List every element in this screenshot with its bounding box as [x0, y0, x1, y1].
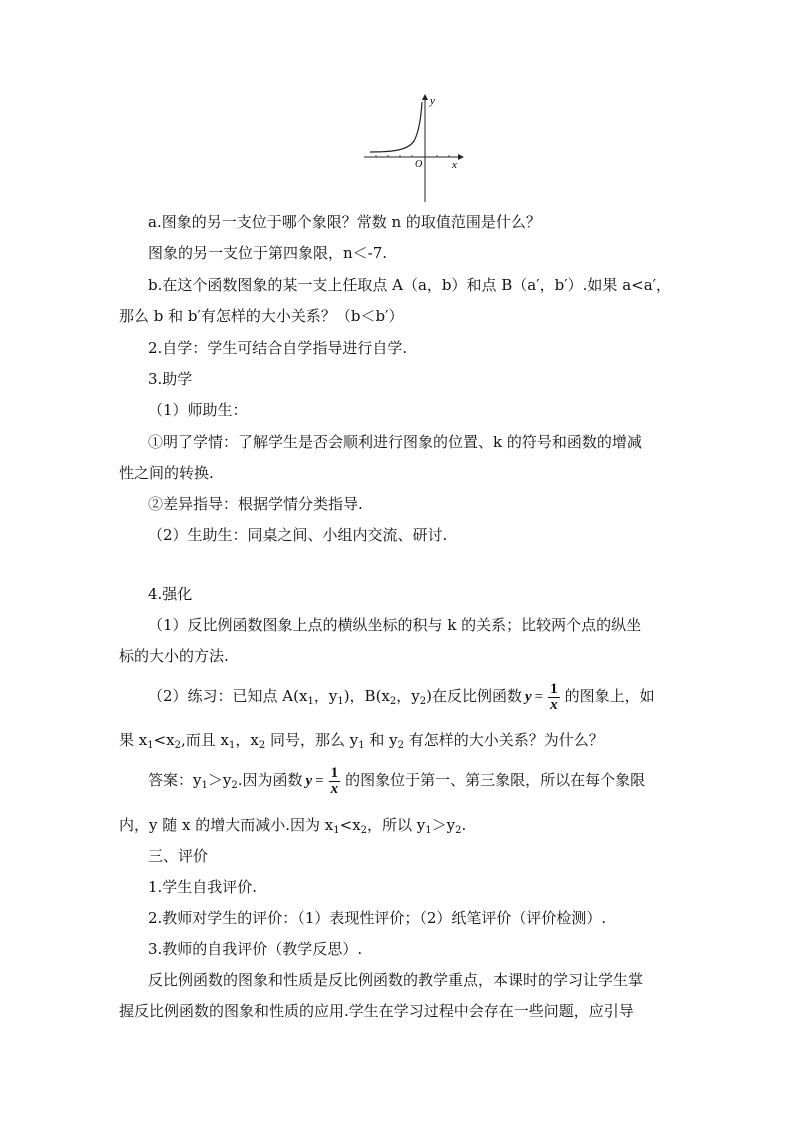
exercise-line1: （2）练习：已知点 $A(x_1$，$y_1$)，$B(x_2$，$y_2$)在反比例函数 y = $\frac{1}{x}$ 的图象上，如 [148, 680, 655, 713]
section-3-heading: 三、评价 [148, 847, 209, 865]
question-b-line2: 那么 b 和 b′有怎样的大小关系？（b＜b′） [119, 307, 404, 325]
origin-label: O [415, 159, 423, 170]
eval-3: 3.教师的自我评价（教学反思）. [148, 940, 363, 958]
hyperbola-graph [364, 94, 464, 202]
formula-inline-2: y = $\frac{1}{x}$ [305, 764, 339, 797]
eval-2: 2.教师对学生的评价：（1）表现性评价；（2）纸笔评价（评价检测）. [148, 909, 607, 927]
eval-1: 1.学生自我评价. [148, 878, 258, 896]
step-2: 2.自学：学生可结合自学指导进行自学. [148, 339, 408, 357]
answer-a: 图象的另一支位于第四象限，n＜-7. [148, 244, 388, 262]
step-3-1: （1）师助生： [148, 401, 248, 419]
step-3-1a-line1: ①明了学情：了解学生是否会顺利进行图象的位置、k 的符号和函数的增减 [148, 433, 642, 451]
exercise-line2: 果 $x_1<x_2$,而且 $x_1$，$x_2$ 同号，那么 $y_1$ 和 $y_2$ 有怎样的大小关系？为什么？ [119, 731, 604, 751]
question-b-line1: b.在这个函数图象的某一支上任取点 A（a，b）和点 B（a′，b′）.如果 a<a′， [148, 276, 672, 294]
step-4-1-line2: 标的大小的方法. [119, 647, 229, 665]
answer-line2: 内，y 随 x 的增大而减小.因为 $x_1<x_2$，所以 $y_1>y_2$. [119, 816, 467, 836]
question-a: a.图象的另一支位于哪个象限？常数 n 的取值范围是什么？ [148, 213, 541, 231]
step-3-2: （2）生助生：同桌之间、小组内交流、研讨. [148, 526, 448, 544]
y-axis-label: y [430, 95, 435, 107]
x-axis-label: x [452, 159, 457, 171]
hyperbola-branch [370, 102, 422, 152]
formula-inline-1: y = $\frac{1}{x}$ [524, 680, 558, 713]
answer-line1: 答案：$y_1>y_2$.因为函数 y = $\frac{1}{x}$ 的图象位于第一、第三象限，所以在每个象限 [148, 764, 646, 797]
reflection-line1: 反比例函数的图象和性质是反比例函数的教学重点，本课时的学习让学生掌 [148, 971, 644, 989]
step-3-1b: ②差异指导：根据学情分类指导. [148, 495, 363, 513]
step-4-heading: 4.强化 [148, 585, 193, 603]
reflection-line2: 握反比例函数的图象和性质的应用.学生在学习过程中会存在一些问题，应引导 [119, 1002, 634, 1020]
step-4-1-line1: （1）反比例函数图象上点的横纵坐标的积与 k 的关系；比较两个点的纵坐 [148, 616, 642, 634]
y-axis-arrow [422, 94, 428, 100]
step-3-1a-line2: 性之间的转换. [119, 464, 214, 482]
x-axis-arrow [458, 154, 464, 160]
step-3-heading: 3.助学 [148, 370, 193, 388]
